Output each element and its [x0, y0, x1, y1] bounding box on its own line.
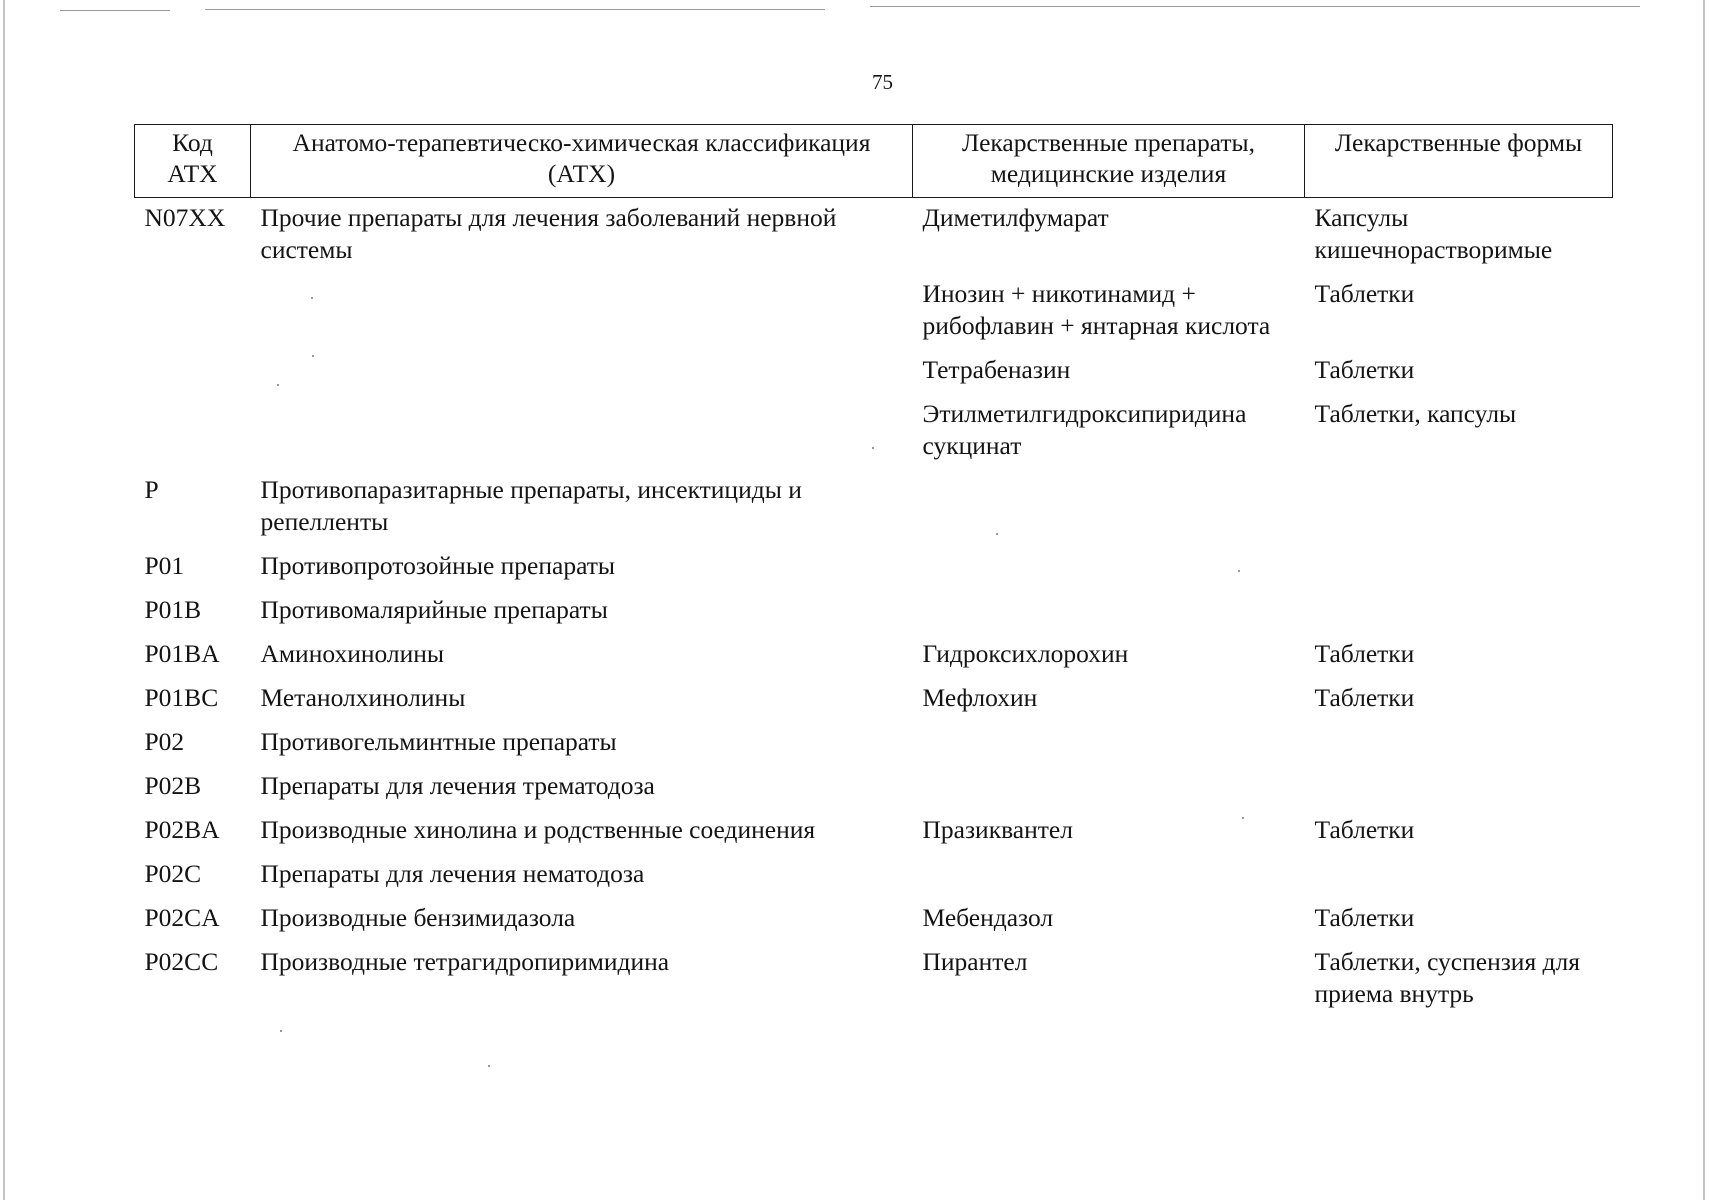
- scan-artifact-edge: [1703, 0, 1705, 1200]
- cell-form: [1305, 594, 1613, 638]
- cell-form: Таблетки: [1314, 815, 1415, 844]
- cell-drug: Этилметилгидроксипиридина сукцинат: [922, 399, 1247, 460]
- cell-classification: Противопаразитарные препараты, инсектициды и репелленты: [260, 475, 802, 536]
- table-row: [135, 474, 1613, 550]
- cell-form: Таблетки: [1314, 355, 1415, 384]
- cell-drug: [913, 858, 1305, 902]
- cell-drug: [913, 770, 1305, 814]
- cell-drug: Гидроксихлорохин: [922, 639, 1129, 668]
- table-row: [135, 398, 1613, 474]
- cell-classification: Производные тетрагидропиримидина: [260, 947, 670, 976]
- table-row: [135, 946, 1613, 1022]
- cell-classification: Аминохинолины: [260, 639, 445, 668]
- cell-classification: Производные хинолина и родственные соединения: [260, 815, 816, 844]
- cell-code: [135, 354, 251, 398]
- scan-artifact-edge: [3, 0, 5, 1200]
- header-drugs: Лекарственные препараты, медицинские изделия: [913, 125, 1305, 198]
- cell-form: [1305, 474, 1613, 550]
- cell-code: P02CA: [144, 903, 220, 932]
- cell-drug: Диметилфумарат: [922, 203, 1109, 232]
- cell-code: P02BA: [144, 815, 220, 844]
- cell-form: Таблетки, суспензия для приема внутрь: [1314, 947, 1580, 1008]
- cell-form: Таблетки: [1314, 683, 1415, 712]
- table-row: [135, 902, 1613, 946]
- table-row: [135, 354, 1613, 398]
- cell-drug: Тетрабеназин: [922, 355, 1071, 384]
- cell-code: P: [144, 475, 159, 504]
- cell-code: P02: [144, 727, 185, 756]
- table-row: [135, 550, 1613, 594]
- cell-code: P02CC: [144, 947, 219, 976]
- table-row: [135, 198, 1613, 279]
- cell-drug: [913, 726, 1305, 770]
- cell-form: Таблетки: [1314, 903, 1415, 932]
- scan-artifact-line: [205, 9, 825, 10]
- table-row: [135, 770, 1613, 814]
- cell-classification: Противопротозойные препараты: [260, 551, 616, 580]
- header-code: Код АТХ: [135, 125, 251, 198]
- cell-code: P02C: [144, 859, 202, 888]
- cell-classification: Препараты для лечения трематодоза: [260, 771, 655, 800]
- page-number: 75: [872, 70, 893, 94]
- cell-classification: [251, 398, 913, 474]
- scan-artifact-line: [870, 6, 1640, 7]
- cell-drug: Празиквантел: [922, 815, 1073, 844]
- scan-speck: [488, 1065, 490, 1067]
- cell-form: Таблетки: [1314, 279, 1415, 308]
- cell-drug: [913, 550, 1305, 594]
- cell-form: [1305, 770, 1613, 814]
- table-row: [135, 594, 1613, 638]
- cell-code: [135, 278, 251, 354]
- table-row: [135, 638, 1613, 682]
- cell-form: [1305, 726, 1613, 770]
- table-row: [135, 726, 1613, 770]
- cell-drug: Пирантел: [922, 947, 1028, 976]
- cell-form: [1305, 550, 1613, 594]
- cell-drug: Инозин + никотинамид + рибофлавин + янтарная кислота: [922, 279, 1271, 340]
- scan-speck: [280, 1030, 282, 1032]
- cell-code: P01: [144, 551, 185, 580]
- atc-table: [134, 124, 1613, 1022]
- table-row: [135, 278, 1613, 354]
- cell-code: [135, 398, 251, 474]
- scan-artifact-line: [60, 10, 170, 11]
- cell-code: P01BA: [144, 639, 220, 668]
- cell-form: [1305, 858, 1613, 902]
- cell-code: P01BC: [144, 683, 219, 712]
- cell-code: P01B: [144, 595, 202, 624]
- cell-form: Капсулы кишечнорастворимые: [1314, 203, 1553, 264]
- cell-form: Таблетки, капсулы: [1314, 399, 1517, 428]
- table-row: [135, 814, 1613, 858]
- cell-drug: Мебендазол: [922, 903, 1054, 932]
- cell-drug: [913, 474, 1305, 550]
- cell-drug: Мефлохин: [922, 683, 1038, 712]
- cell-classification: [251, 354, 913, 398]
- cell-classification: Производные бензимидазола: [260, 903, 576, 932]
- cell-code: P02B: [144, 771, 202, 800]
- header-forms: Лекарственные формы: [1305, 125, 1613, 198]
- table-row: [135, 858, 1613, 902]
- cell-classification: Прочие препараты для лечения заболеваний нервной системы: [260, 203, 837, 264]
- table-row: [135, 682, 1613, 726]
- cell-form: Таблетки: [1314, 639, 1415, 668]
- cell-code: N07XX: [144, 203, 226, 232]
- cell-classification: Метанолхинолины: [260, 683, 466, 712]
- cell-classification: Противомалярийные препараты: [260, 595, 608, 624]
- cell-classification: Препараты для лечения нематодоза: [260, 859, 645, 888]
- cell-classification: [251, 278, 913, 354]
- cell-drug: [913, 594, 1305, 638]
- cell-classification: Противогельминтные препараты: [260, 727, 617, 756]
- header-classification: Анатомо-терапевтическо-химическая классификация (АТХ): [251, 125, 913, 198]
- table-header-row: [135, 125, 1613, 198]
